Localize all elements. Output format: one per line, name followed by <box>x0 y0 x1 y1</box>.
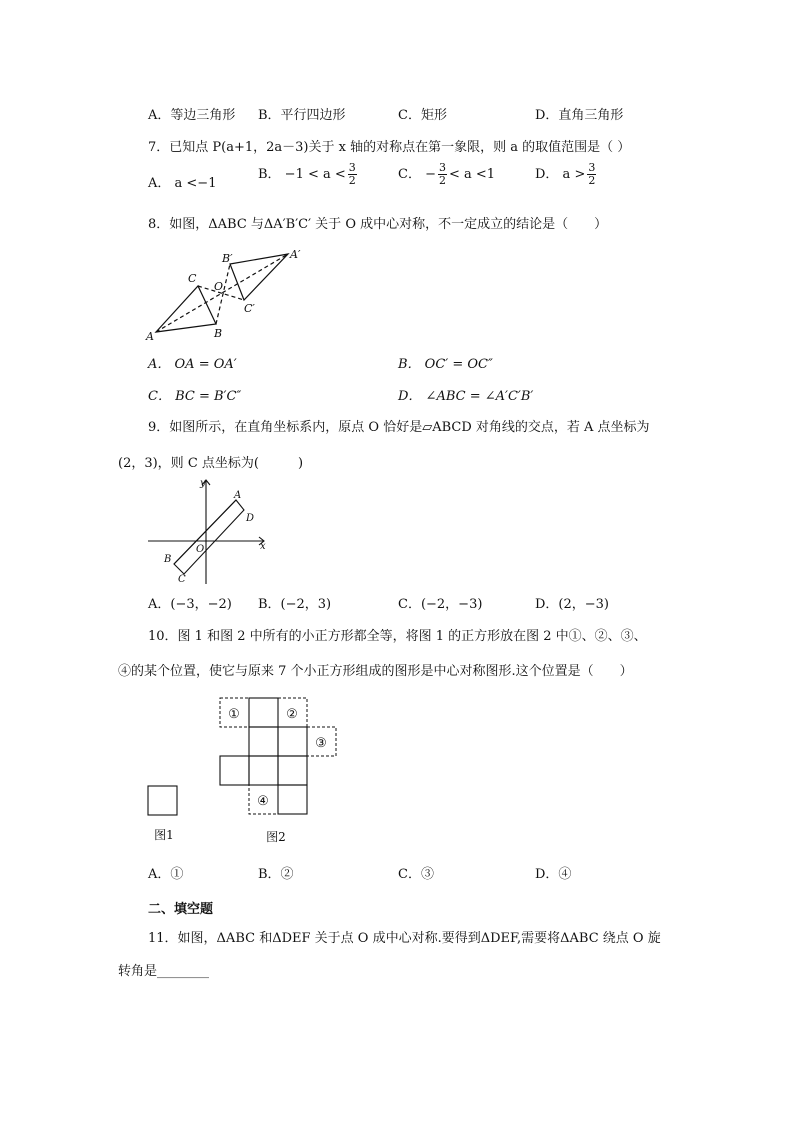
q8-option-b: B． OC′ = OC″ <box>398 357 493 372</box>
fig2-square <box>278 785 307 814</box>
fig2-square <box>220 756 249 785</box>
slot-4-label: ④ <box>257 794 269 809</box>
q10-option-b: B．② <box>258 867 294 882</box>
q7-option-d <box>535 162 598 187</box>
fig1-caption: 图1 <box>154 828 174 842</box>
segment-bb2 <box>216 264 230 324</box>
q9-option-a: A．(−3，−2) <box>148 597 232 612</box>
q8-label-o: O <box>214 280 224 293</box>
q9-label-c: C <box>178 574 186 585</box>
q8-option-a: A． OA = OA′ <box>148 357 237 372</box>
q7-stem: 7．已知点 P(a+1，2a－3)关于 x 轴的对称点在第一象限，则 a 的取值范围是（ ） <box>148 140 631 155</box>
q11-stem-line2: 转角是________ <box>118 964 210 979</box>
q6-option-a: A．等边三角形 <box>148 108 236 123</box>
q8-option-c: C． BC = B′C″ <box>148 389 242 404</box>
q9-stem-line1: 9．如图所示，在直角坐标系内，原点 O 恰好是▱ABCD 对角线的交点，若 A 点坐标为 <box>148 420 650 435</box>
q9-label-d: D <box>246 513 255 524</box>
q9-label-x: x <box>260 541 266 552</box>
q8-label-b2: B′ <box>222 252 233 265</box>
fig2-square <box>278 727 307 756</box>
q7-b-text: B． −1 < a < <box>258 167 346 182</box>
slot-2-label: ② <box>286 707 298 722</box>
q10-option-a: A．① <box>148 867 184 882</box>
fig2-square <box>278 756 307 785</box>
q9-stem-line2: (2，3)，则 C 点坐标为( ) <box>118 456 304 471</box>
q10-stem-line1: 10．图 1 和图 2 中所有的小正方形都全等，将图 1 的正方形放在图 2 中①、②、③、 <box>148 629 647 644</box>
q8-label-c: C <box>188 272 197 285</box>
q9-option-d: D．(2，−3) <box>535 597 610 612</box>
q7-c-fraction: $\frac{3}{2}$ <box>438 161 446 187</box>
q9-option-b: B．(−2，3) <box>258 597 332 612</box>
q9-label-o: O <box>196 544 205 555</box>
q10-option-d: D．④ <box>535 867 572 882</box>
q7-d-fraction: $\frac{3}{2}$ <box>588 161 596 187</box>
section-title: 二、填空题 <box>148 902 214 917</box>
q7-option-c <box>398 162 495 187</box>
slot-3-label: ③ <box>315 736 327 751</box>
q8-label-a: A <box>146 330 154 343</box>
fig2-square <box>249 756 278 785</box>
q8-label-a2: A′ <box>290 248 301 261</box>
diagonal-ac <box>174 500 236 564</box>
q7-option-a: A． a <−1 <box>148 176 217 191</box>
fig1-square <box>148 786 177 815</box>
q9-label-y: y <box>200 478 206 489</box>
slot-1-label: ① <box>228 707 240 722</box>
q8-option-d: D． ∠ABC = ∠A′C′B′ <box>398 389 534 404</box>
triangle-abc <box>156 286 216 332</box>
q9-label-a: A <box>234 490 242 501</box>
parallelogram-abcd <box>174 500 244 574</box>
q8-label-c2: C′ <box>244 302 255 315</box>
fig2-square <box>249 727 278 756</box>
q6-option-d: D．直角三角形 <box>535 108 624 123</box>
q9-label-b: B <box>164 554 172 565</box>
q7-d-text: D． a > <box>535 167 586 182</box>
fig2-caption: 图2 <box>266 830 286 844</box>
q9-option-c: C．(−2，−3) <box>398 597 483 612</box>
q9-figure <box>146 474 272 588</box>
q7-c-post: < a <1 <box>448 167 496 182</box>
q8-label-b: B <box>214 327 223 340</box>
q8-stem: 8．如图，ΔABC 与ΔA′B′C′ 关于 O 成中心对称，不一定成立的结论是（ ） <box>148 217 608 232</box>
q8-figure <box>140 240 320 344</box>
q7-c-text: C． − <box>398 167 436 182</box>
triangle-a2b2c2 <box>230 254 288 300</box>
q10-stem-line2: ④的某个位置，使它与原来 7 个小正方形组成的图形是中心对称图形.这个位置是（ ） <box>118 664 633 679</box>
q6-option-b: B．平行四边形 <box>258 108 346 123</box>
q7-option-b <box>258 162 359 187</box>
q6-option-c: C．矩形 <box>398 108 447 123</box>
q7-b-fraction: $\frac{3}{2}$ <box>348 161 356 187</box>
fig2-square <box>249 698 278 727</box>
q10-option-c: C．③ <box>398 867 434 882</box>
q11-stem-line1: 11．如图，ΔABC 和ΔDEF 关于点 O 成中心对称.要得到ΔDEF,需要将ΔABC 绕点 O 旋 <box>148 931 661 946</box>
q10-figure <box>140 690 350 850</box>
